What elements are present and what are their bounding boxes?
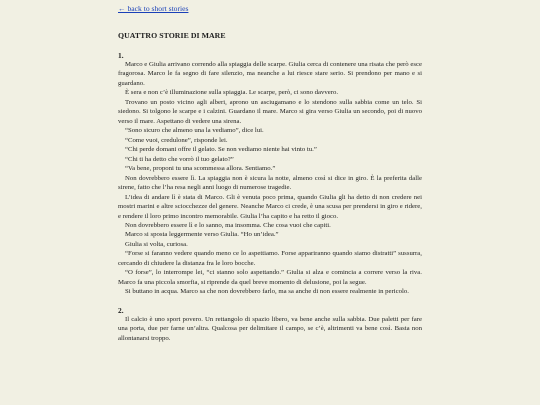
story-title: QUATTRO STORIE DI MARE	[118, 31, 226, 40]
story-content	[118, 4, 422, 343]
paragraph: L’idea di andare lì è stata di Marco. Gli è venuta poco prima, quando Giulia gli ha detto di non credere nei mostri marini e altre sciocchezze del genere. Neanche Marco ci crede, è una scusa per prendersi in giro e ridere, e rendere il loro primo incontro memorabile. Giulia l’ha capito e ha retto il gioco.	[118, 193, 422, 220]
paragraph: “Sono sicuro che almeno una la vediamo”, dice lui.	[125, 127, 264, 135]
paragraph: Marco si sposta leggermente verso Giulia. “Ho un’idea.”	[125, 231, 279, 239]
paragraph: Trovano un posto vicino agli alberi, aprono un asciugamano e lo stendono sulla sabbia come un telo. Si siedono. Si tolgono le scarpe e i calzini. Guardano il mare. Marco si gira verso Giulia un secondo, poi di nuovo verso il mare. Aspettano di vedere una sirena.	[118, 98, 422, 125]
paragraph: “Va bene, proponi tu una scommessa allora. Sentiamo.”	[125, 165, 276, 173]
paragraph: “Chi perde domani offre il gelato. Se non vediamo niente hai vinto tu.”	[125, 146, 317, 154]
paragraph: È sera e non c’è illuminazione sulla spiaggia. Le scarpe, però, ci sono davvero.	[125, 89, 339, 97]
paragraph: “Chi ti ha detto che vorrò il tuo gelato?”	[125, 155, 234, 163]
paragraph: Non dovrebbero essere lì e lo sanno, ma insomma. Che cosa vuoi che capiti.	[125, 221, 331, 229]
story-section-2	[118, 306, 422, 343]
section-number: 2.	[118, 305, 124, 315]
paragraph: Non dovrebbero essere lì. La spiaggia non è sicura la notte, almeno così si dice in giro. È la preferita dalle sirene, fatto che l’ha resa negli anni luogo di numerose tragedie.	[118, 174, 422, 192]
story-section-1	[118, 51, 422, 297]
paragraph: “Come vuoi, credulone”, risponde lei.	[125, 136, 228, 144]
back-to-stories-link[interactable]: ← back to short stories	[118, 4, 189, 13]
paragraph: “O forse”, lo interrompe lei, “ci stanno solo aspettando.” Giulia si alza e comincia a correre verso la riva. Marco fa una piccola smorfia, si riprende da quel breve momento di delusione, poi la segue.	[118, 269, 422, 286]
paragraph: Giulia si volta, curiosa.	[125, 240, 188, 248]
paragraph: Il calcio è uno sport povero. Un rettangolo di spazio libero, va bene anche sulla sabbia. Due paletti per fare una porta, due per farne un’altra. Qualcosa per delimitare il campo, se c’è, altrimenti va bene così. Basta non allontanarsi troppo.	[118, 315, 422, 342]
paragraph: Marco e Giulia arrivano correndo alla spiaggia delle scarpe. Giulia cerca di contenere una risata che però esce fragorosa. Marco le fa segno di fare silenzio, ma neanche a lui riesce stare serio. Si prendono per mano e si guardano.	[118, 61, 422, 87]
section-number: 1.	[118, 51, 124, 60]
paragraph: “Forse si faranno vedere quando meno ce lo aspettiamo. Forse appariranno quando siamo distratti” sussurra, cercando di chiudere la distanza fra le loro bocche.	[118, 250, 422, 267]
paragraph: Si buttano in acqua. Marco sa che non dovrebbero farlo, ma sa anche di non essere realmente in pericolo.	[125, 288, 409, 296]
